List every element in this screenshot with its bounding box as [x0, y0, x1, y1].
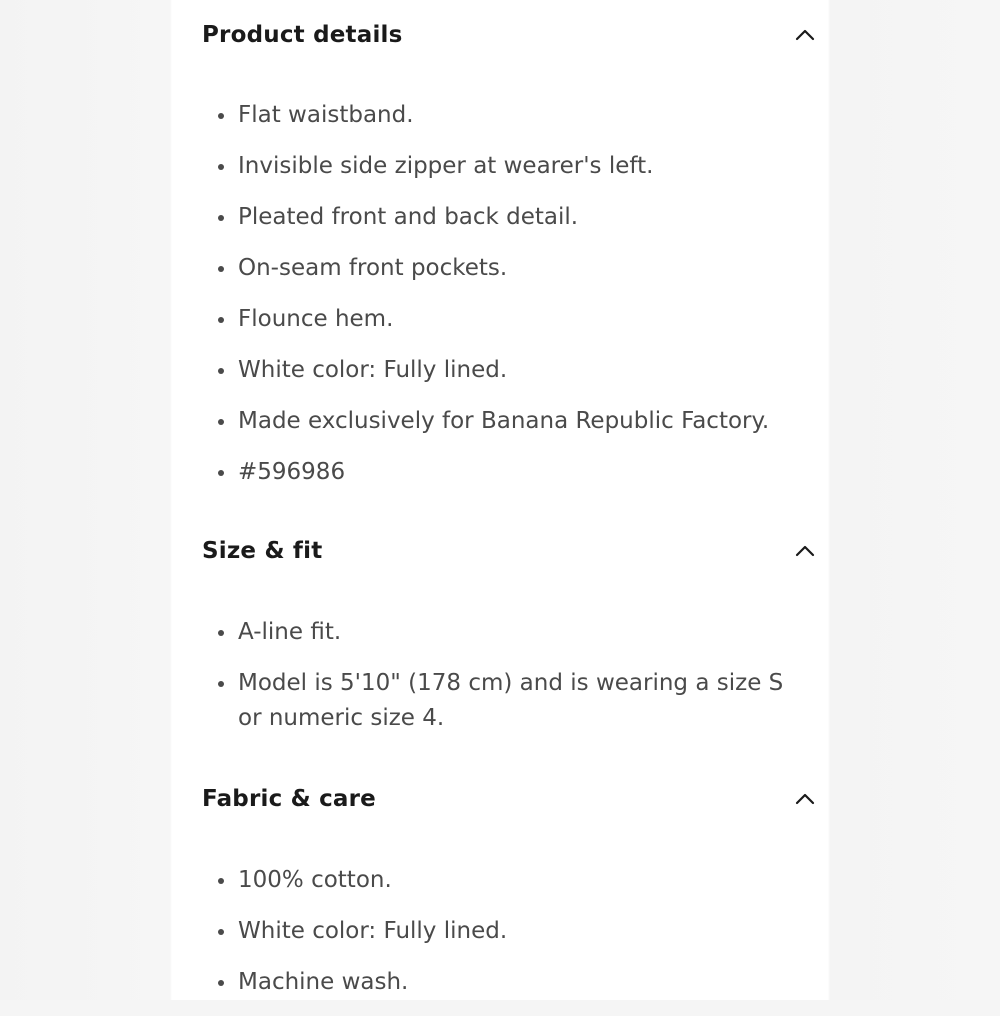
section-header-size-fit[interactable]: [202, 531, 817, 571]
section-title: Size & fit: [202, 538, 323, 564]
section-title: Product details: [202, 22, 403, 48]
list-item: White color: Fully lined.: [216, 353, 796, 388]
product-info-panel: [172, 0, 828, 1000]
list-item: Pleated front and back detail.: [216, 200, 796, 235]
chevron-up-icon[interactable]: [793, 539, 817, 563]
list-item: A-line fit.: [216, 615, 796, 650]
list-item: Model is 5'10" (178 cm) and is wearing a size S or numeric size 4.: [216, 666, 796, 736]
list-item: Flounce hem.: [216, 302, 796, 337]
fabric-care-list: [216, 863, 796, 1016]
list-item: On-seam front pockets.: [216, 251, 796, 286]
list-item: Invisible side zipper at wearer's left.: [216, 149, 796, 184]
list-item: Machine wash.: [216, 965, 796, 1000]
section-header-fabric-care[interactable]: [202, 779, 817, 819]
section-header-product-details[interactable]: [202, 15, 817, 55]
list-item: Made exclusively for Banana Republic Factory.: [216, 404, 796, 439]
list-item: 100% cotton.: [216, 863, 796, 898]
chevron-up-icon[interactable]: [793, 787, 817, 811]
list-item: Flat waistband.: [216, 98, 796, 133]
chevron-up-icon[interactable]: [793, 23, 817, 47]
product-details-list: [216, 98, 796, 506]
size-fit-list: [216, 615, 796, 752]
list-item: #596986: [216, 455, 796, 490]
list-item: White color: Fully lined.: [216, 914, 796, 949]
section-title: Fabric & care: [202, 786, 376, 812]
